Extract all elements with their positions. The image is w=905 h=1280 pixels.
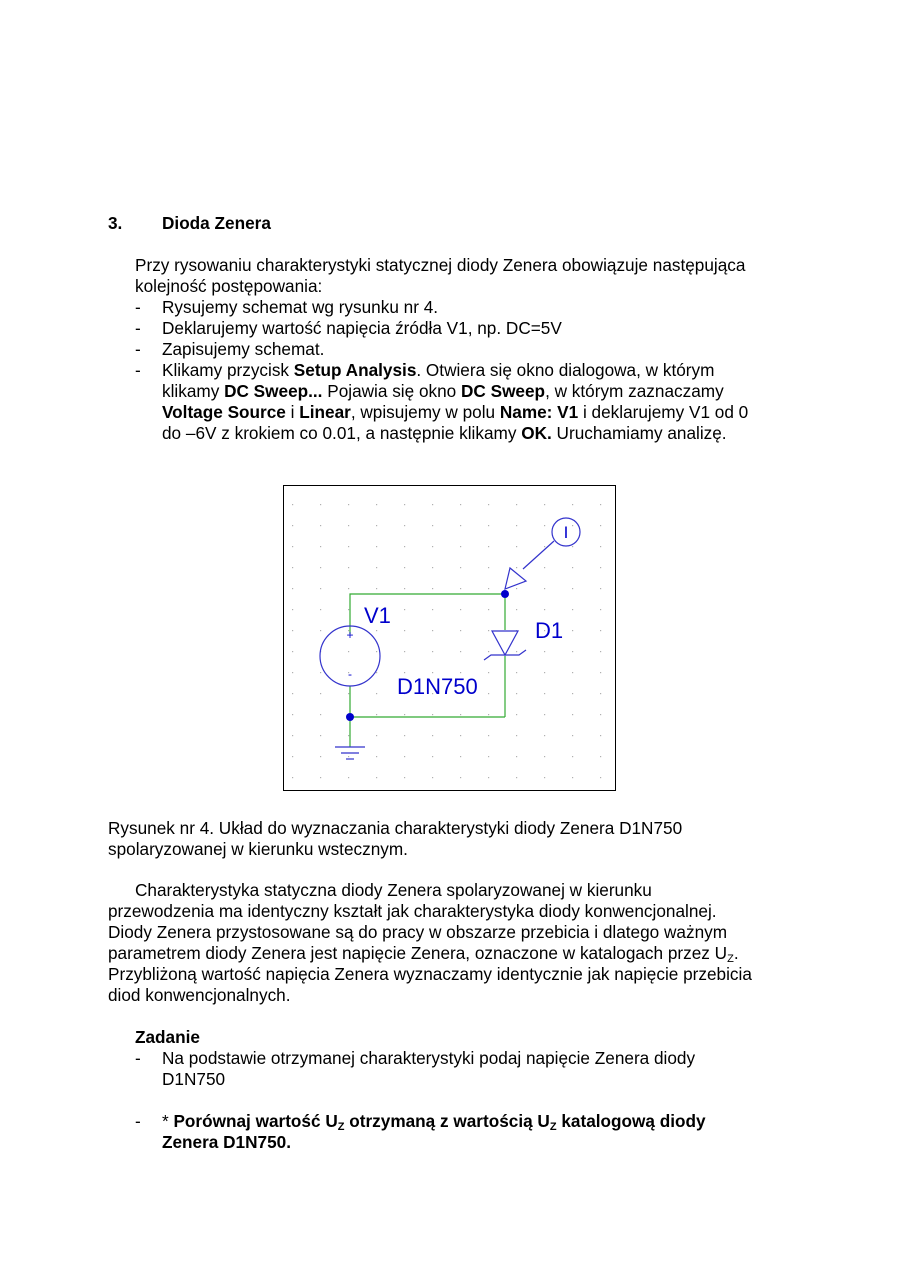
grid-dot [460,756,461,757]
grid-dot [460,525,461,526]
grid-dot [572,609,573,610]
grid-dot [460,546,461,547]
list-bullet: - [135,1111,141,1131]
grid-dot [572,504,573,505]
grid-dot [376,672,377,673]
grid-dot [320,714,321,715]
grid-dot [320,735,321,736]
grid-dot [320,567,321,568]
grid-dot [488,735,489,736]
grid-dot [600,651,601,652]
grid-dot [544,567,545,568]
grid-dot [572,693,573,694]
grid-dot [460,504,461,505]
grid-dot [488,756,489,757]
grid-dot [348,546,349,547]
grid-dot [404,525,405,526]
grid-dot [348,777,349,778]
grid-dot [292,672,293,673]
step-3: Zapisujemy schemat. [162,339,325,359]
grid-dot [376,756,377,757]
task-item-2-line-1: * Porównaj wartość $U_Z$ otrzymaną z wartością $U_Z$ katalogową diody [162,1111,706,1133]
grid-dot [600,588,601,589]
grid-dot [572,525,573,526]
grid-dot [544,609,545,610]
source-minus: - [348,667,352,681]
circuit-schematic [283,485,616,791]
diode-model-label: D1N750 [397,674,478,699]
grid-dot [292,546,293,547]
grid-dot [516,567,517,568]
list-bullet: - [135,297,141,317]
task-item-1-line-2: D1N750 [162,1069,226,1089]
grid-dot [460,735,461,736]
section-number: 3. [108,213,123,233]
grid-dot [320,588,321,589]
grid-dot [432,504,433,505]
grid-dot [432,735,433,736]
grid-dot [292,588,293,589]
grid-dot [600,630,601,631]
grid-dot [320,525,321,526]
grid-dot [404,756,405,757]
grid-dot [376,735,377,736]
grid-dot [488,630,489,631]
grid-dot [600,609,601,610]
grid-dot [292,609,293,610]
step-2: Deklarujemy wartość napięcia źródła V1, np. DC=5V [162,318,562,338]
grid-dot [460,714,461,715]
grid-dot [572,546,573,547]
step-4-line-4: do –6V z krokiem co 0.01, a następnie klikamy OK. Uruchamiamy analizę. [162,423,727,443]
grid-dot [544,714,545,715]
grid-dot [320,693,321,694]
grid-dot [572,630,573,631]
grid-dot [320,630,321,631]
grid-dot [376,504,377,505]
grid-dot [544,588,545,589]
grid-dot [488,672,489,673]
node-bottom [346,713,354,721]
grid-dot [544,693,545,694]
grid-dot [432,777,433,778]
task-heading: Zadanie [135,1027,200,1047]
grid-dot [292,693,293,694]
grid-dot [348,525,349,526]
grid-dot [460,588,461,589]
figure-caption-line-2: spolaryzowanej w kierunku wstecznym. [108,839,408,859]
grid-dot [376,546,377,547]
grid-dot [572,756,573,757]
grid-dot [292,735,293,736]
grid-dot [292,714,293,715]
grid-dot [432,714,433,715]
grid-dot [404,588,405,589]
grid-dot [348,693,349,694]
grid-dot [600,567,601,568]
grid-dot [404,735,405,736]
grid-dot [516,693,517,694]
grid-dot [600,714,601,715]
grid-dot [404,504,405,505]
grid-dot [488,651,489,652]
grid-dot [348,504,349,505]
list-bullet: - [135,360,141,380]
grid-dot [488,693,489,694]
grid-dot [376,588,377,589]
paragraph-line-2: przewodzenia ma identyczny kształt jak charakterystyka diody konwencjonalnej. [108,901,717,921]
step-4-line-3: Voltage Source i Linear, wpisujemy w polu Name: V1 i deklarujemy V1 od 0 [162,402,749,422]
list-bullet: - [135,339,141,359]
intro-line-1: Przy rysowaniu charakterystyki statycznej diody Zenera obowiązuje następująca [135,255,746,275]
grid-dot [600,777,601,778]
grid-dot [572,567,573,568]
grid-dot [516,714,517,715]
grid-dot [432,588,433,589]
grid-dot [488,588,489,589]
probe-label: I [563,523,569,542]
grid-dot [544,777,545,778]
grid-dot [516,525,517,526]
grid-dot [320,609,321,610]
grid-dot [488,609,489,610]
grid-dot [292,777,293,778]
grid-dot [348,588,349,589]
grid-dot [544,525,545,526]
section-title: Dioda Zenera [162,213,271,233]
figure-caption-line-1: Rysunek nr 4. Układ do wyznaczania charakterystyki diody Zenera D1N750 [108,818,683,838]
grid-dot [292,567,293,568]
grid-dot [488,504,489,505]
grid-dot [320,672,321,673]
grid-dot [320,546,321,547]
grid-dot [488,777,489,778]
grid-dot [544,735,545,736]
node-top [501,590,509,598]
grid-dot [376,630,377,631]
grid-dot [600,735,601,736]
grid-dot [488,714,489,715]
grid-dot [348,735,349,736]
paragraph-line-5: Przybliżoną wartość napięcia Zenera wyznaczamy identycznie jak napięcie przebicia [108,964,752,984]
grid-dot [600,756,601,757]
grid-dot [544,672,545,673]
grid-dot [292,525,293,526]
grid-dot [432,525,433,526]
grid-dot [348,756,349,757]
grid-dot [404,546,405,547]
grid-dot [600,693,601,694]
grid-dot [516,777,517,778]
grid-dot [460,609,461,610]
grid-dot [348,567,349,568]
grid-dot [292,651,293,652]
grid-dot [600,672,601,673]
grid-dot [376,567,377,568]
grid-dot [460,567,461,568]
intro-line-2: kolejność postępowania: [135,276,323,296]
grid-dot [516,546,517,547]
list-bullet: - [135,318,141,338]
source-label: V1 [364,603,391,628]
diode-label: D1 [535,618,564,643]
grid-dot [404,777,405,778]
grid-dot [572,672,573,673]
step-1: Rysujemy schemat wg rysunku nr 4. [162,297,439,317]
grid-dot [404,651,405,652]
paragraph-line-3: Diody Zenera przystosowane są do pracy w obszarze przebicia i dlatego ważnym [108,922,728,942]
grid-dot [292,504,293,505]
grid-dot [544,651,545,652]
grid-dot [376,777,377,778]
grid-dot [376,714,377,715]
grid-dot [376,651,377,652]
grid-dot [488,546,489,547]
grid-dot [432,546,433,547]
grid-dot [432,567,433,568]
grid-dot [348,651,349,652]
grid-dot [572,735,573,736]
task-item-2-line-2: Zenera D1N750. [162,1132,291,1152]
grid-dot [600,525,601,526]
step-4-line-2: klikamy DC Sweep... Pojawia się okno DC Sweep, w którym zaznaczamy [162,381,724,401]
grid-dot [516,609,517,610]
grid-dot [516,672,517,673]
source-plus: + [346,628,354,642]
grid-dot [432,651,433,652]
grid-dot [544,546,545,547]
grid-dot [320,504,321,505]
grid-dot [516,756,517,757]
paragraph-line-4: parametrem diody Zenera jest napięcie Zenera, oznaczone w katalogach przez $U_Z$. [108,943,739,965]
grid-dot [516,651,517,652]
grid-dot [320,756,321,757]
grid-dot [404,567,405,568]
grid-dot [572,777,573,778]
paragraph-line-1: Charakterystyka statyczna diody Zenera spolaryzowanej w kierunku [135,880,652,900]
grid-dot [376,693,377,694]
grid-dot [460,630,461,631]
grid-dot [404,609,405,610]
paragraph-line-6: diod konwencjonalnych. [108,985,291,1005]
step-4-line-1: Klikamy przycisk Setup Analysis. Otwiera się okno dialogowa, w którym [162,360,715,380]
grid-dot [460,651,461,652]
grid-dot [572,714,573,715]
grid-dot [432,609,433,610]
list-bullet: - [135,1048,141,1068]
grid-dot [348,609,349,610]
grid-dot [404,630,405,631]
grid-dot [488,525,489,526]
grid-dot [460,777,461,778]
grid-dot [432,630,433,631]
grid-dot [600,546,601,547]
circuit-figure [283,485,616,791]
task-item-1-line-1: Na podstawie otrzymanej charakterystyki podaj napięcie Zenera diody [162,1048,696,1068]
grid-dot [572,588,573,589]
grid-dot [516,504,517,505]
grid-dot [516,735,517,736]
grid-dot [432,756,433,757]
grid-dot [572,651,573,652]
grid-dot [376,525,377,526]
grid-dot [516,588,517,589]
grid-dot [544,504,545,505]
grid-dot [404,714,405,715]
grid-dot [600,504,601,505]
grid-dot [488,567,489,568]
grid-dot [320,777,321,778]
grid-dot [292,756,293,757]
grid-dot [292,630,293,631]
grid-dot [544,756,545,757]
